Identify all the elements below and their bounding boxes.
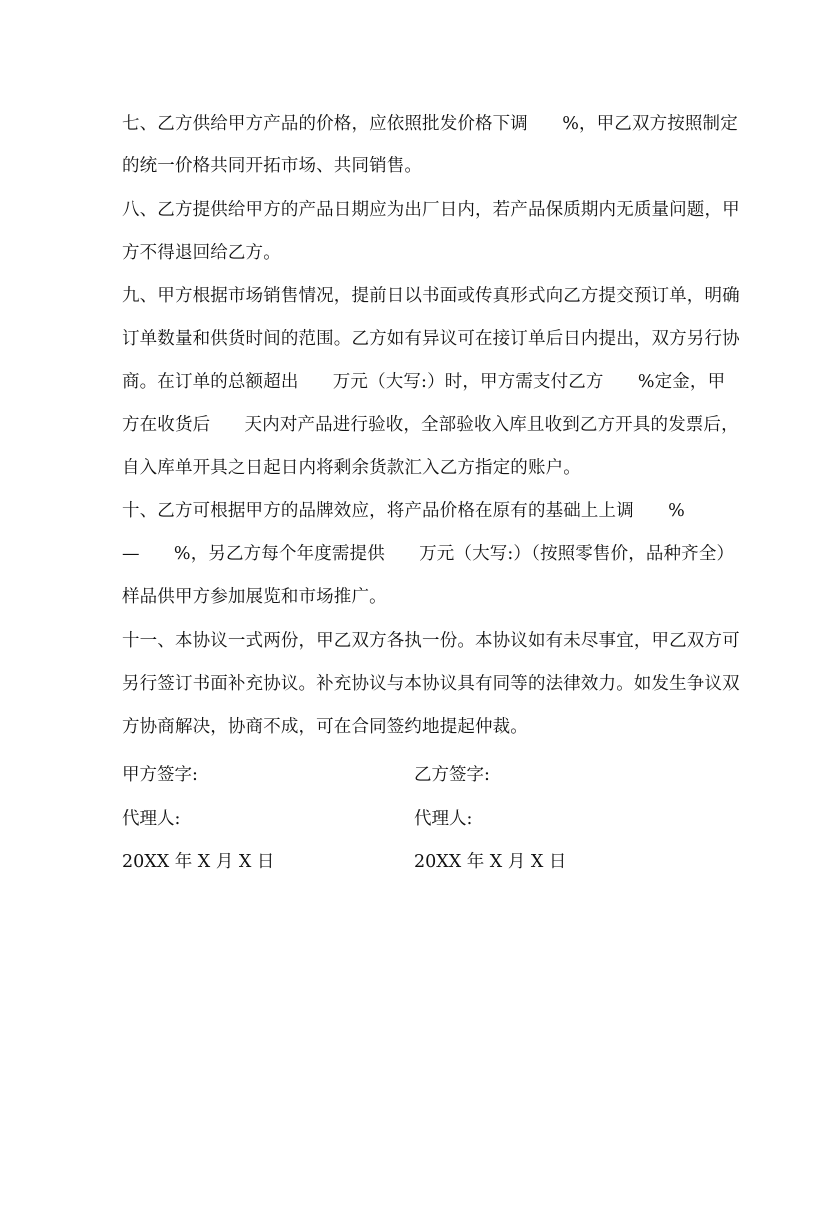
- clause-11-line-2: 另行签订书面补充协议。补充协议与本协议具有同等的法律效力。如发生争议双: [122, 674, 740, 694]
- clause-9-line-2: 订单数量和供货时间的范围。乙方如有异议可在接订单后日内提出，双方另行协: [122, 329, 740, 349]
- clause-7-line-2: 的统一价格共同开拓市场、共同销售。: [122, 156, 423, 176]
- clause-11-line-1: 十一、本协议一式两份，甲乙双方各执一份。本协议如有未尽事宜，甲乙双方可: [122, 631, 740, 651]
- clause-10-line-3: 样品供甲方参加展览和市场推广。: [122, 587, 387, 607]
- clause-10-line-1: 十、乙方可根据甲方的品牌效应，将产品价格在原有的基础上上调 %: [122, 501, 685, 521]
- watermark: [324, 982, 597, 1228]
- party-b-date: 20XX 年 X 月 X 日: [414, 852, 567, 872]
- party-a-date: 20XX 年 X 月 X 日: [122, 852, 275, 872]
- clause-9-line-5: 自入库单开具之日起日内将剩余货款汇入乙方指定的账户。: [122, 458, 581, 478]
- party-b-signature-label: 乙方签字:: [414, 765, 490, 785]
- party-a-agent-label: 代理人:: [122, 809, 181, 829]
- party-a-signature-label: 甲方签字:: [122, 765, 198, 785]
- party-b-agent-label: 代理人:: [414, 809, 473, 829]
- clause-8-line-1: 八、乙方提供给甲方的产品日期应为出厂日内，若产品保质期内无质量问题，甲: [122, 200, 740, 220]
- clause-9-line-3: 商。在订单的总额超出 万元（大写:）时，甲方需支付乙方 %定金，甲: [122, 372, 726, 392]
- clause-8-line-2: 方不得退回给乙方。: [122, 243, 281, 263]
- clause-9-line-1: 九、甲方根据市场销售情况，提前日以书面或传真形式向乙方提交预订单，明确: [122, 286, 740, 306]
- clause-10-line-2: — %，另乙方每个年度需提供 万元（大写:）（按照零售价，品种齐全）: [122, 544, 735, 564]
- clause-11-line-3: 方协商解决，协商不成，可在合同签约地提起仲裁。: [122, 717, 528, 737]
- clause-9-line-4: 方在收货后 天内对产品进行验收，全部验收入库且收到乙方开具的发票后，: [122, 415, 739, 435]
- clause-7-line-1: 七、乙方供给甲方产品的价格，应依照批发价格下调 %，甲乙双方按照制定: [122, 114, 738, 134]
